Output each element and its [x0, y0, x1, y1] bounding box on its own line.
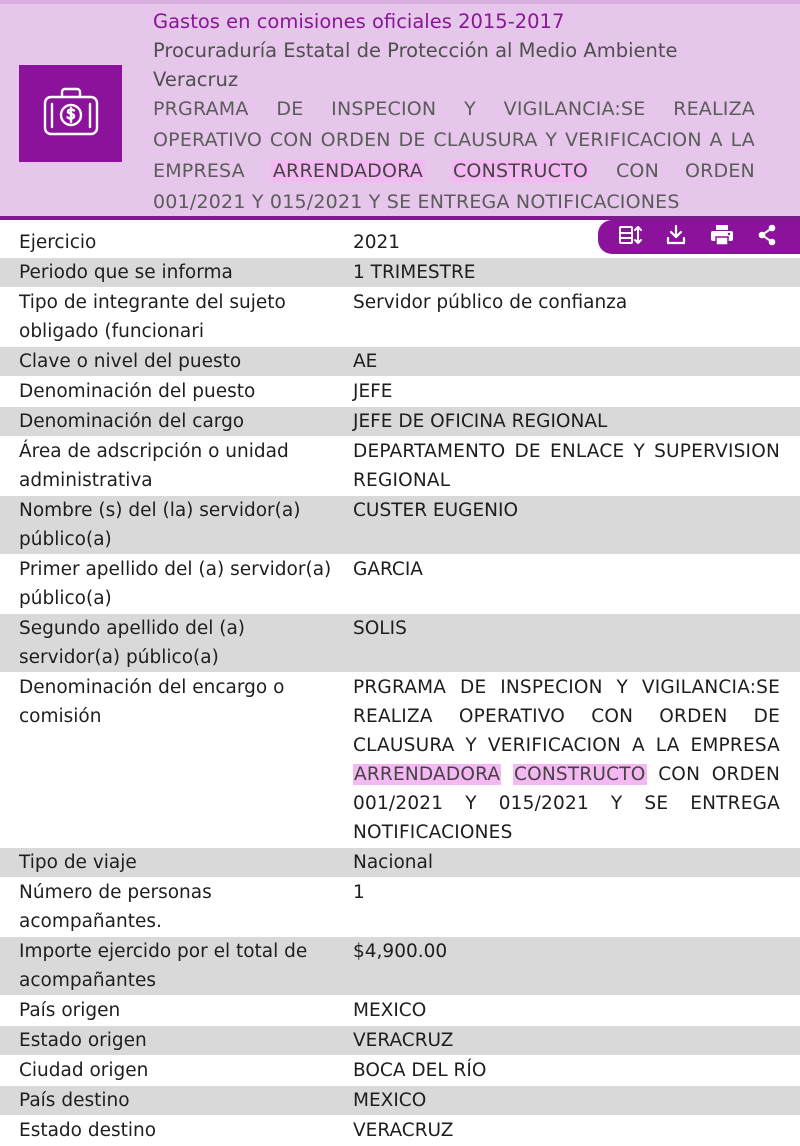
record-detail-table [0, 228, 800, 1146]
field-label: Estado destino [19, 1120, 157, 1141]
record-toolbar [598, 220, 800, 254]
institution-name: Procuraduría Estatal de Protección al Medio Ambiente Veracruz [153, 39, 678, 91]
table-row [0, 673, 800, 848]
share-button[interactable] [753, 223, 781, 251]
table-row [0, 937, 800, 996]
download-button[interactable] [662, 223, 690, 251]
table-row [0, 1086, 800, 1116]
field-value: VERACRUZ [353, 1120, 454, 1141]
field-value: MEXICO [353, 1000, 427, 1021]
field-value: GARCIA [353, 559, 423, 580]
print-button[interactable] [708, 223, 736, 251]
field-label: Denominación del encargo o comisión [19, 677, 285, 727]
field-label: Estado origen [19, 1030, 147, 1051]
field-value: MEXICO [353, 1090, 427, 1111]
field-label: Nombre (s) del (la) servidor(a) público(a) [19, 500, 301, 550]
table-row [0, 377, 800, 407]
field-label: Periodo que se informa [19, 262, 233, 283]
field-value: $4,900.00 [353, 941, 448, 962]
table-row [0, 848, 800, 878]
swap-columns-icon [618, 224, 644, 250]
record-header [0, 0, 800, 220]
field-label: Área de adscripción o unidad administrativa [19, 441, 289, 491]
field-value: SOLIS [353, 618, 407, 639]
field-label: Número de personas acompañantes. [19, 882, 212, 932]
search-highlight: ARRENDADORA [272, 160, 423, 182]
table-row [0, 996, 800, 1026]
description-text: PRGRAMA DE INSPECION Y VIGILANCIA:SE REALIZA OPERATIVO CON ORDEN DE CLAUSURA Y VERIFICACION A LA EMPRESA [153, 98, 755, 182]
table-row [0, 614, 800, 673]
description-text: CON ORDEN 001/2021 Y 015/2021 Y SE ENTREGA NOTIFICACIONES [153, 160, 755, 213]
field-label: Primer apellido del (a) servidor(a) público(a) [19, 559, 332, 609]
field-value: 2021 [353, 232, 401, 253]
field-value [334, 673, 800, 847]
previous-record-cutoff [0, 0, 800, 4]
field-label: Ejercicio [19, 232, 97, 253]
swap-columns-button[interactable] [617, 223, 645, 251]
field-value: VERACRUZ [353, 1030, 454, 1051]
table-row [0, 496, 800, 555]
field-value: Nacional [353, 852, 434, 873]
search-highlight: CONSTRUCTO [452, 160, 588, 182]
table-row [0, 288, 800, 347]
field-label: Segundo apellido del (a) servidor(a) público(a) [19, 618, 246, 668]
field-label: Tipo de integrante del sujeto obligado (funcionari [19, 292, 286, 342]
field-label: Denominación del cargo [19, 411, 245, 432]
table-row [0, 437, 800, 496]
table-row [0, 1026, 800, 1056]
table-row [0, 407, 800, 437]
print-icon [710, 224, 734, 250]
field-label: Tipo de viaje [19, 852, 137, 873]
field-value: DEPARTAMENTO DE ENLACE Y SUPERVISION REGIONAL [353, 441, 780, 491]
logo [19, 65, 122, 162]
table-row [0, 878, 800, 937]
field-label: País destino [19, 1090, 130, 1111]
search-highlight: CONSTRUCTO [513, 764, 646, 785]
value-text: PRGRAMA DE INSPECION Y VIGILANCIA:SE REALIZA OPERATIVO CON ORDEN DE CLAUSURA Y VERIFICACION A LA EMPRESA [353, 677, 780, 756]
table-row [0, 1116, 800, 1146]
field-label: País origen [19, 1000, 121, 1021]
field-value: JEFE DE OFICINA REGIONAL [353, 411, 608, 432]
table-row [0, 555, 800, 614]
field-value: CUSTER EUGENIO [353, 500, 519, 521]
field-label: Clave o nivel del puesto [19, 351, 242, 372]
search-highlight: ARRENDADORA [354, 764, 501, 785]
table-row [0, 258, 800, 288]
field-value: 1 TRIMESTRE [353, 262, 476, 283]
table-row [0, 347, 800, 377]
download-icon [665, 224, 687, 250]
field-value: JEFE [353, 381, 393, 402]
commission-description [153, 94, 755, 218]
field-label: Denominación del puesto [19, 381, 256, 402]
value-text: CON ORDEN 001/2021 Y 015/2021 Y SE ENTREGA NOTIFICACIONES [353, 764, 780, 843]
table-row [0, 1056, 800, 1086]
dataset-title: Gastos en comisiones oficiales 2015-2017 [153, 10, 565, 33]
field-value: AE [353, 351, 378, 372]
field-value: BOCA DEL RÍO [353, 1060, 487, 1081]
field-label: Importe ejercido por el total de acompañantes [19, 941, 308, 991]
field-value: Servidor público de confianza [353, 292, 628, 313]
field-value: 1 [353, 882, 365, 903]
share-icon [756, 224, 778, 250]
money-bag-icon [42, 87, 100, 141]
field-label: Ciudad origen [19, 1060, 149, 1081]
